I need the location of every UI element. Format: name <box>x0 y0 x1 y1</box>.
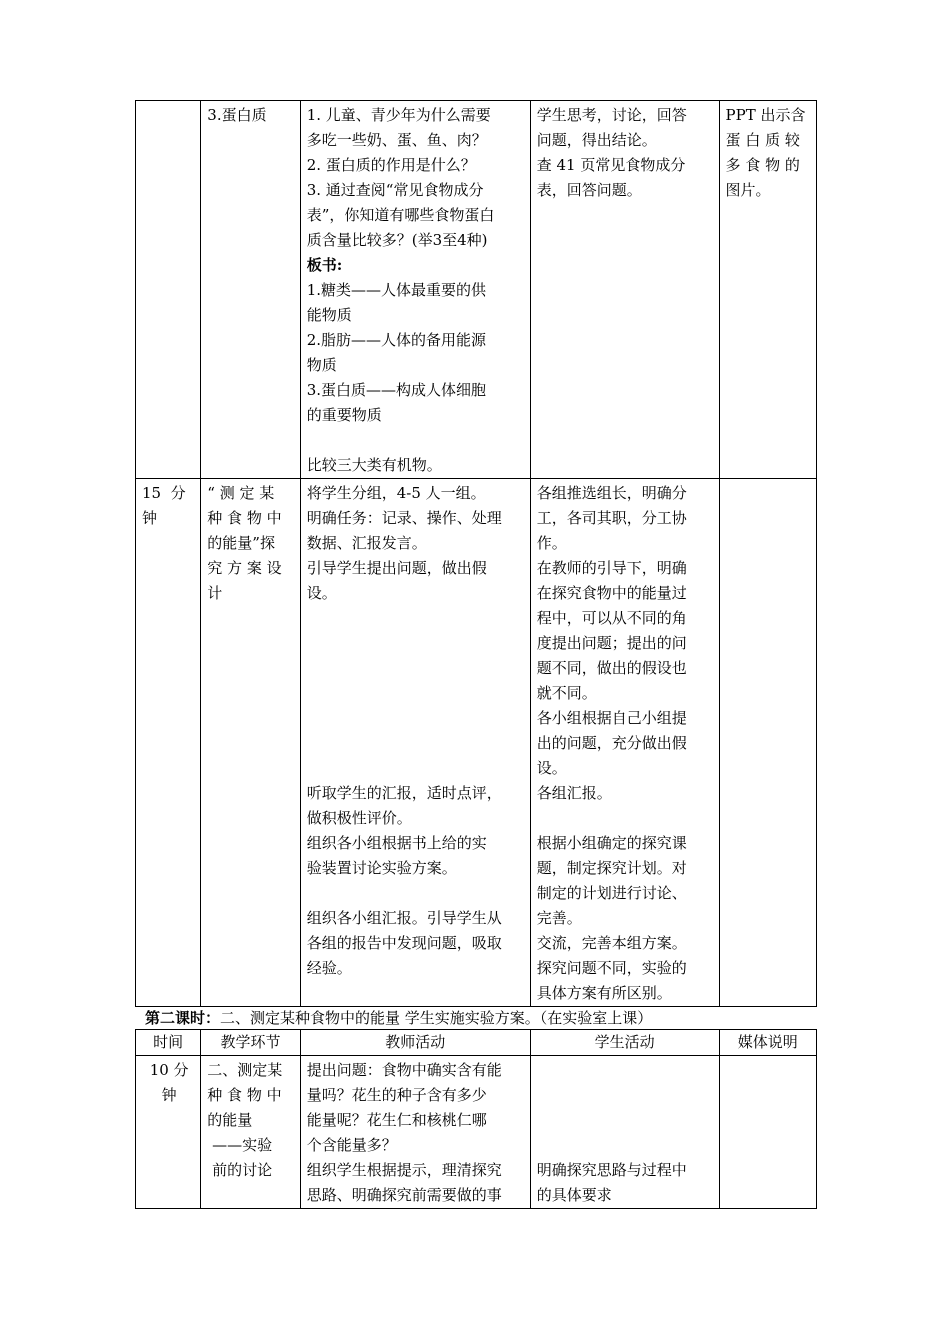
student-line: 度提出问题；提出的问 <box>536 634 687 652</box>
student-line: 在教师的引导下，明确 <box>536 559 687 577</box>
time-line: 钟 <box>161 1086 177 1104</box>
blank-line <box>307 881 526 906</box>
header-media: 媒体说明 <box>719 1030 816 1056</box>
board-line: 的重要物质 <box>306 406 382 424</box>
table-row-design <box>136 479 817 1007</box>
teacher-line: 组织学生根据提示，理清探究 <box>306 1161 502 1179</box>
student-line: 各组汇报。 <box>536 784 612 802</box>
document-page <box>135 100 817 1209</box>
lesson-table-part1 <box>135 100 817 1007</box>
teacher-line: 将学生分组，4-5 人一组。 <box>306 484 486 502</box>
board-line: 物质 <box>306 356 337 374</box>
stage-line: ——实验 <box>207 1136 273 1154</box>
stage-line: “ 测 定 某 <box>207 484 275 502</box>
student-line: 探究问题不同，实验的 <box>536 959 687 977</box>
student-line: 就不同。 <box>536 684 597 702</box>
stage-line: 究 方 案 设 <box>207 559 282 577</box>
stage-cell <box>201 479 300 1007</box>
student-line: 交流，完善本组方案。 <box>536 934 687 952</box>
header-teacher: 教师活动 <box>300 1030 530 1056</box>
session-text: 二、测定某种食物中的能量 学生实施实验方案。（在实验室上课） <box>220 1009 653 1027</box>
board-title: 板书: <box>306 256 343 274</box>
header-time: 时间 <box>136 1030 201 1056</box>
blank-line <box>537 806 715 831</box>
media-line: 图片。 <box>725 181 771 199</box>
teacher-activity-cell <box>300 479 530 1007</box>
time-cell <box>136 1056 201 1209</box>
media-cell <box>719 1056 816 1209</box>
board-line: 2.脂肪——人体的备用能源 <box>306 331 487 349</box>
time-line: 15 分 <box>142 484 186 502</box>
board-line: 3.蛋白质——构成人体细胞 <box>306 381 487 399</box>
student-line: 程中，可以从不同的角 <box>536 609 687 627</box>
board-line: 能物质 <box>306 306 352 324</box>
teacher-line: 经验。 <box>306 959 352 977</box>
teacher-line: 量吗？花生的种子含有多少 <box>306 1086 487 1104</box>
stage-line: 的能量 <box>207 1111 253 1129</box>
teacher-line: 引导学生提出问题，做出假 <box>306 559 487 577</box>
teacher-line: 1. 儿童、青少年为什么需要 <box>306 106 491 124</box>
time-line: 钟 <box>142 509 158 527</box>
blank-line <box>307 428 526 453</box>
media-cell <box>719 101 816 479</box>
student-line: 的具体要求 <box>536 1186 612 1204</box>
stage-line: 二、测定某 <box>207 1061 283 1079</box>
student-line: 根据小组确定的探究课 <box>536 834 687 852</box>
stage-cell <box>201 101 300 479</box>
student-line: 作。 <box>536 534 567 552</box>
student-activity-cell <box>530 101 719 479</box>
student-line: 题不同，做出的假设也 <box>536 659 687 677</box>
stage-cell <box>201 1056 300 1209</box>
teacher-line: 组织各小组根据书上给的实 <box>306 834 487 852</box>
student-line: 题，制定探究计划。对 <box>536 859 687 877</box>
student-line: 制定的计划进行讨论、 <box>536 884 687 902</box>
teacher-line: 质含量比较多？(举3至4种) <box>306 231 488 249</box>
stage-line: 种 食 物 中 <box>207 1086 282 1104</box>
teacher-line: 多吃一些奶、蛋、鱼、肉？ <box>306 131 487 149</box>
teacher-line: 3. 通过查阅“常见食物成分 <box>306 181 484 199</box>
student-line: 表，回答问题。 <box>536 181 642 199</box>
teacher-activity-cell <box>300 101 530 479</box>
table-row-protein <box>136 101 817 479</box>
teacher-line: 思路、明确探究前需要做的事 <box>306 1186 502 1204</box>
student-line: 完善。 <box>536 909 582 927</box>
student-line: 出的问题，充分做出假 <box>536 734 687 752</box>
student-line: 明确探究思路与过程中 <box>536 1161 687 1179</box>
lesson-table-part2 <box>135 1029 817 1209</box>
student-line: 各小组根据自己小组提 <box>536 709 687 727</box>
table-header-row <box>136 1030 817 1056</box>
teacher-line: 明确任务：记录、操作、处理 <box>306 509 502 527</box>
header-stage: 教学环节 <box>201 1030 300 1056</box>
teacher-line: 提出问题：食物中确实含有能 <box>306 1061 502 1079</box>
stage-line: 种 食 物 中 <box>207 509 282 527</box>
teacher-line: 听取学生的汇报，适时点评， <box>306 784 502 802</box>
teacher-line: 表”，你知道有哪些食物蛋白 <box>306 206 495 224</box>
media-line: PPT 出示含 <box>725 106 806 124</box>
student-line: 查 41 页常见食物成分 <box>536 156 686 174</box>
student-line: 在探究食物中的能量过 <box>536 584 687 602</box>
student-activity-cell <box>530 1056 719 1209</box>
media-line: 蛋 白 质 较 <box>725 131 800 149</box>
stage-line: 计 <box>207 584 223 602</box>
teacher-line: 能量呢？花生仁和核桃仁哪 <box>306 1111 487 1129</box>
blank-space <box>307 606 526 781</box>
student-activity-cell <box>530 479 719 1007</box>
stage-line: 的能量”探 <box>207 534 275 552</box>
board-line: 1.糖类——人体最重要的供 <box>306 281 487 299</box>
time-cell <box>136 101 201 479</box>
student-line: 具体方案有所区别。 <box>536 984 672 1002</box>
header-student: 学生活动 <box>530 1030 719 1056</box>
session-heading <box>135 1007 817 1029</box>
blank-space <box>537 1058 715 1158</box>
media-line: 多 食 物 的 <box>725 156 800 174</box>
teacher-line: 数据、汇报发言。 <box>306 534 427 552</box>
stage-line: 前的讨论 <box>207 1161 273 1179</box>
time-cell <box>136 479 201 1007</box>
teacher-line: 做积极性评价。 <box>306 809 412 827</box>
session-label: 第二课时： <box>145 1009 221 1027</box>
media-cell <box>719 479 816 1007</box>
teacher-line: 设。 <box>306 584 337 602</box>
teacher-line: 组织各小组汇报。引导学生从 <box>306 909 502 927</box>
teacher-activity-cell <box>300 1056 530 1209</box>
student-line: 设。 <box>536 759 567 777</box>
table-row <box>136 1056 817 1209</box>
teacher-line: 个含能量多？ <box>306 1136 397 1154</box>
teacher-line: 验装置讨论实验方案。 <box>306 859 457 877</box>
compare-line: 比较三大类有机物。 <box>306 456 442 474</box>
student-line: 学生思考，讨论，回答 <box>536 106 687 124</box>
teacher-line: 各组的报告中发现问题，吸取 <box>306 934 502 952</box>
time-line: 10 分 <box>149 1061 189 1079</box>
student-line: 各组推选组长，明确分 <box>536 484 687 502</box>
teacher-line: 2. 蛋白质的作用是什么？ <box>306 156 476 174</box>
stage-text: 3.蛋白质 <box>207 106 267 124</box>
student-line: 问题，得出结论。 <box>536 131 657 149</box>
student-line: 工，各司其职，分工协 <box>536 509 687 527</box>
